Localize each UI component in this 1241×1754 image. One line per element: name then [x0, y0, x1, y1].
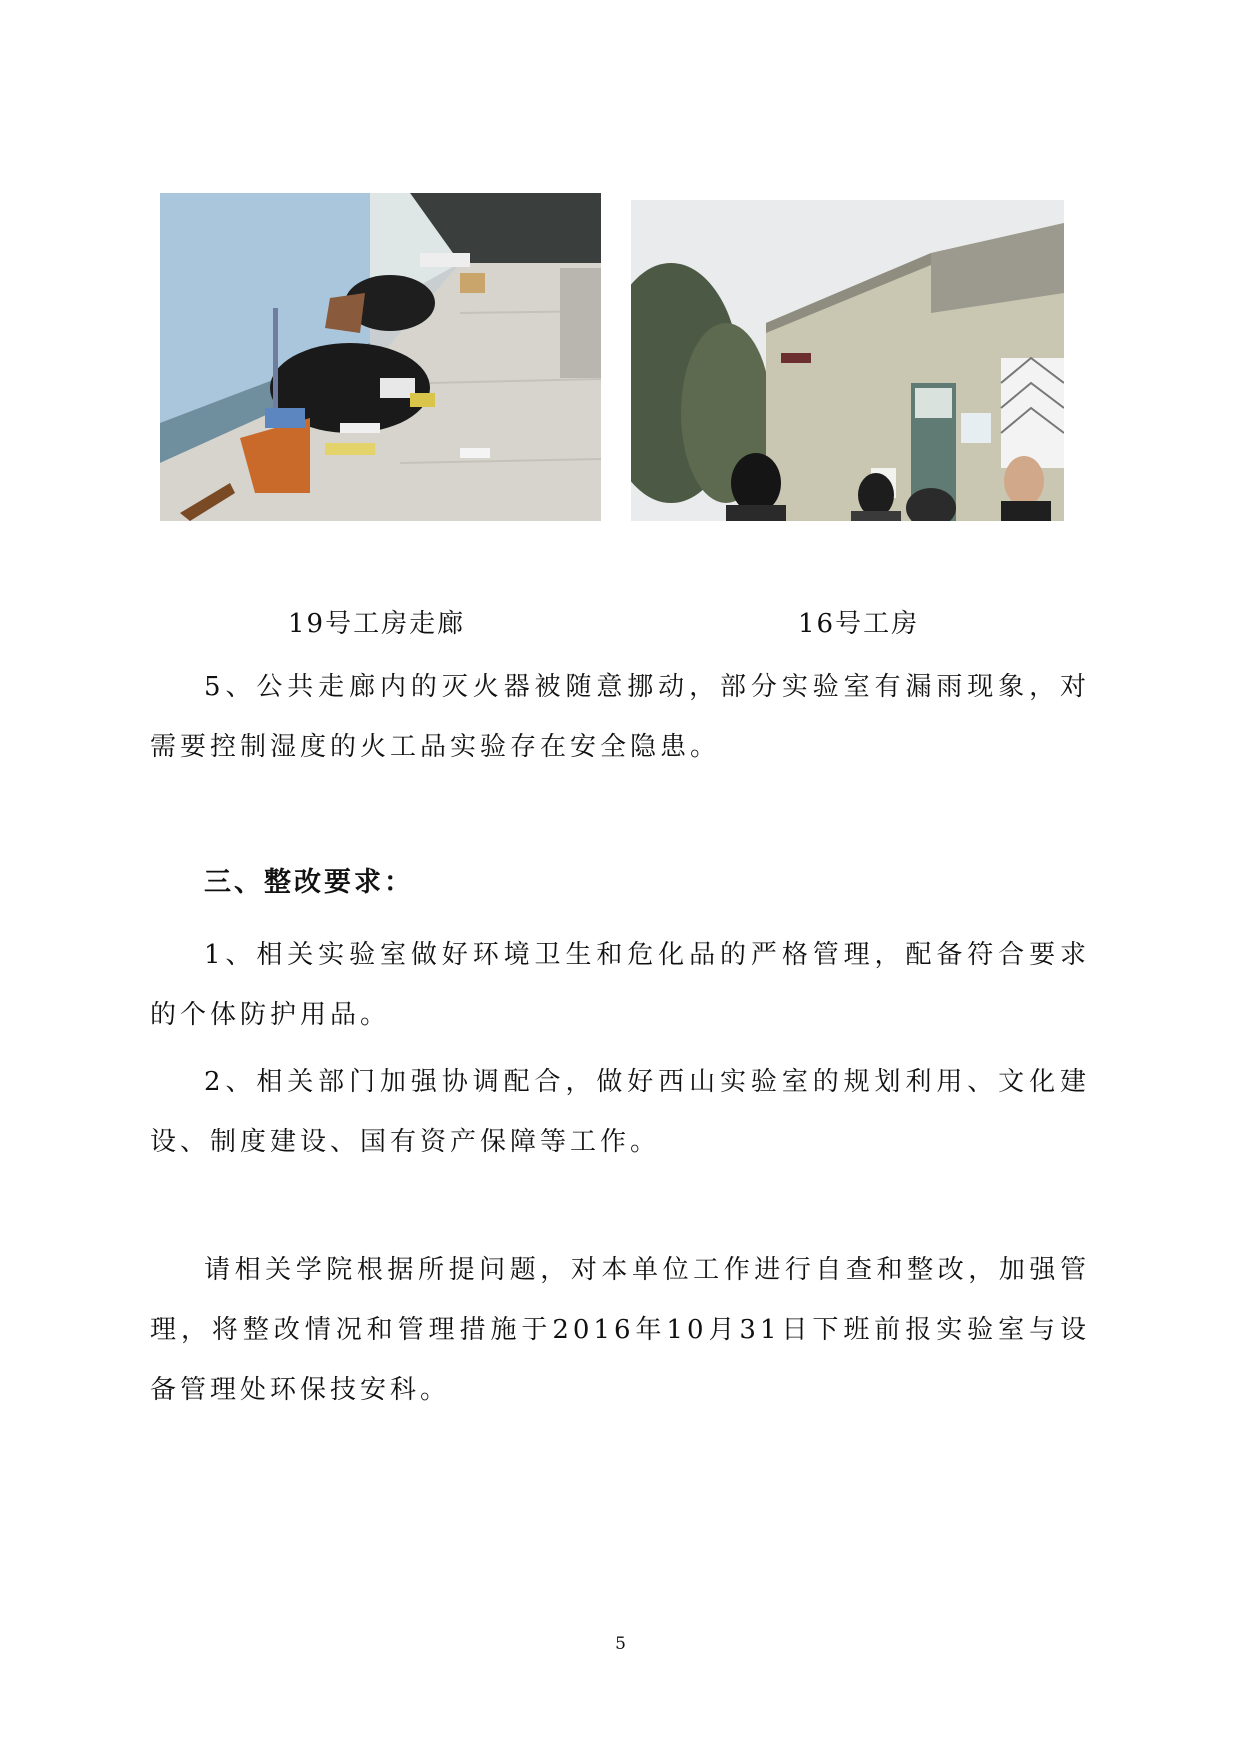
photo-building-16 — [631, 193, 1064, 521]
section-heading-requirements: 三、整改要求： — [204, 867, 414, 898]
building-photo-image — [631, 193, 1064, 521]
page-number: 5 — [615, 1634, 626, 1654]
photo-corridor-19 — [160, 193, 601, 521]
paragraph-requirement-2: 2、相关部门加强协调配合，做好西山实验室的规划利用、文化建设、制度建设、国有资产保障等工作。 — [150, 1067, 1090, 1157]
paragraph-issue-5: 5、公共走廊内的灭火器被随意挪动，部分实验室有漏雨现象，对需要控制湿度的火工品实验存在安全隐患。 — [150, 672, 1090, 762]
photo-caption-corridor: 19号工房走廊 — [288, 609, 466, 639]
paragraph-closing: 请相关学院根据所提问题，对本单位工作进行自查和整改，加强管理，将整改情况和管理措施于2016年10月31日下班前报实验室与设备管理处环保技安科。 — [150, 1255, 1090, 1405]
paragraph-requirement-1: 1、相关实验室做好环境卫生和危化品的严格管理，配备符合要求的个体防护用品。 — [150, 940, 1090, 1030]
corridor-photo-image — [160, 193, 601, 521]
photo-caption-building: 16号工房 — [798, 609, 920, 639]
